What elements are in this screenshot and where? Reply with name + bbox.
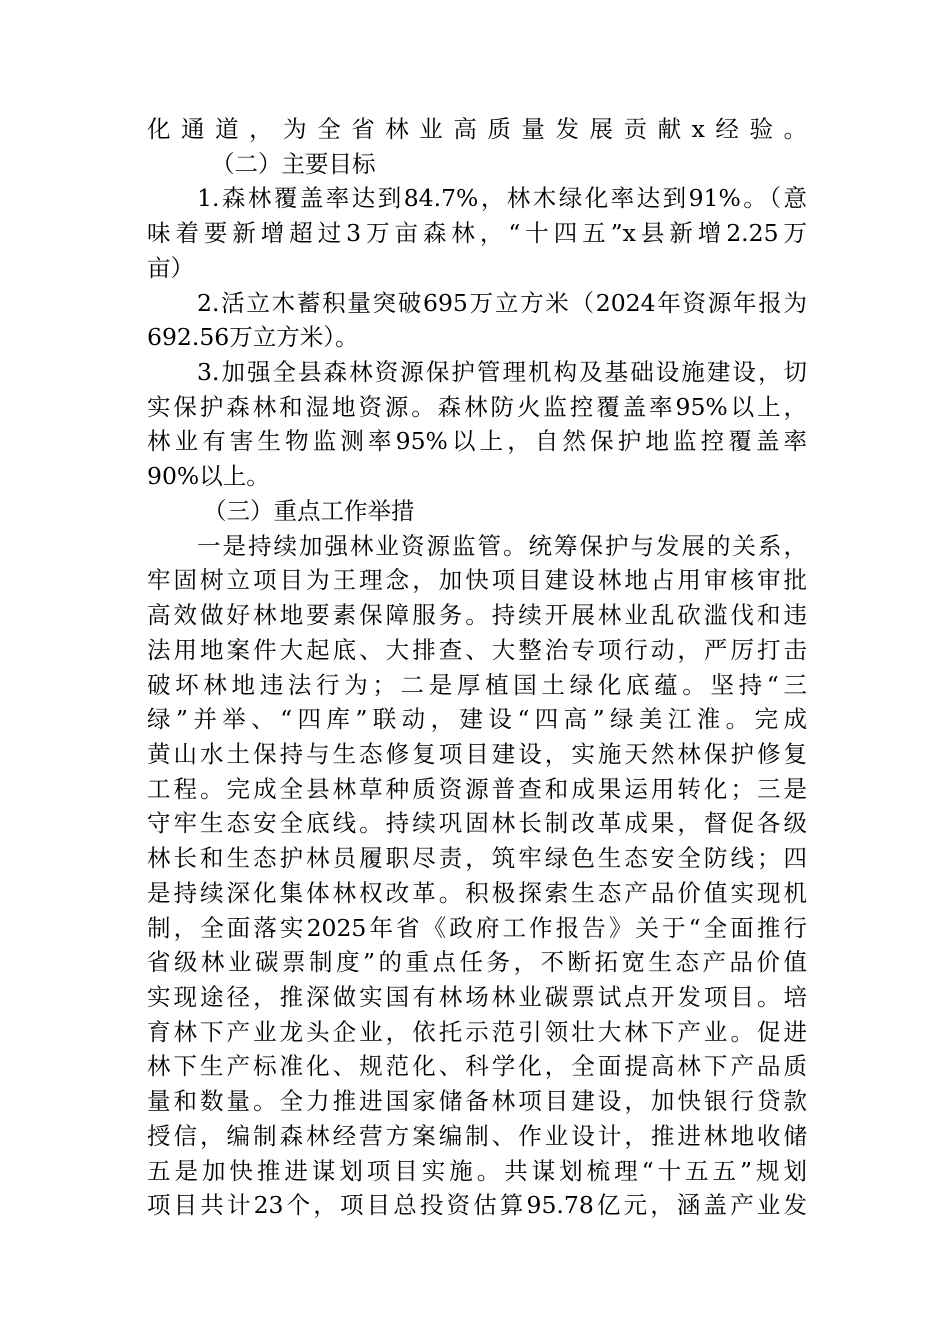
text-line: 项目共计23个，项目总投资估算95.78亿元，涵盖产业发 — [147, 1191, 807, 1220]
text-line: 高效做好林地要素保障服务。持续开展林业乱砍滥伐和违 — [147, 601, 807, 630]
text-line: 授信，编制森林经营方案编制、作业设计，推进林地收储 — [147, 1121, 807, 1150]
text-line: 守牢生态安全底线。持续巩固林长制改革成果，督促各级 — [147, 809, 807, 838]
section-heading-key-measures: （三）重点工作举措 — [203, 496, 415, 525]
text-line: 黄山水土保持与生态修复项目建设，实施天然林保护修复 — [147, 739, 807, 768]
text-line: 牢固树立项目为王理念，加快项目建设林地占用审核审批 — [147, 566, 807, 595]
text-line: 亩） — [147, 253, 194, 282]
text-line: 692.56万立方米）。 — [147, 323, 359, 352]
text-line: 化通道，为全省林业高质量发展贡献x经验。 — [147, 115, 807, 143]
text-line: 实保护森林和湿地资源。森林防火监控覆盖率95%以上， — [147, 392, 807, 421]
document-body — [147, 112, 807, 1223]
text-line: 90%以上。 — [147, 462, 270, 491]
text-line: 是持续深化集体林权改革。积极探索生态产品价值实现机 — [147, 878, 807, 907]
goal-item-1: 1.森林覆盖率达到84.7%，林木绿化率达到91%。（意 — [197, 184, 807, 213]
goal-item-2: 2.活立木蓄积量突破695万立方米（2024年资源年报为 — [197, 288, 807, 317]
text-line: 味着要新增超过3万亩森林，“十四五”x县新增2.25万 — [147, 219, 807, 248]
text-line: 量和数量。全力推进国家储备林项目建设，加快银行贷款 — [147, 1087, 807, 1116]
text-line: 制，全面落实2025年省《政府工作报告》关于“全面推行 — [147, 913, 807, 942]
text-line: 工程。完成全县林草种质资源普查和成果运用转化；三是 — [147, 774, 807, 803]
measures-paragraph-start: 一是持续加强林业资源监管。统筹保护与发展的关系， — [197, 531, 807, 560]
goal-item-3: 3.加强全县森林资源保护管理机构及基础设施建设，切 — [197, 358, 807, 387]
text-line: 五是加快推进谋划项目实施。共谋划梳理“十五五”规划 — [147, 1156, 807, 1185]
text-line: 省级林业碳票制度”的重点任务，不断拓宽生态产品价值 — [147, 948, 807, 977]
text-line: 林下生产标准化、规范化、科学化，全面提高林下产品质 — [147, 1052, 807, 1081]
text-line: 林长和生态护林员履职尽责，筑牢绿色生态安全防线；四 — [147, 844, 807, 873]
text-line: 实现途径，推深做实国有林场林业碳票试点开发项目。培 — [147, 982, 807, 1011]
text-line: 绿”并举、“四库”联动，建设“四高”绿美江淮。完成 — [147, 705, 807, 734]
section-heading-main-goals: （二）主要目标 — [211, 149, 376, 178]
text-line: 育林下产业龙头企业，依托示范引领壮大林下产业。促进 — [147, 1017, 807, 1046]
text-line: 破坏林地违法行为；二是厚植国土绿化底蕴。坚持“三 — [147, 670, 807, 699]
text-line: 法用地案件大起底、大排查、大整治专项行动，严厉打击 — [147, 635, 807, 664]
text-line: 林业有害生物监测率95%以上，自然保护地监控覆盖率 — [147, 427, 807, 456]
